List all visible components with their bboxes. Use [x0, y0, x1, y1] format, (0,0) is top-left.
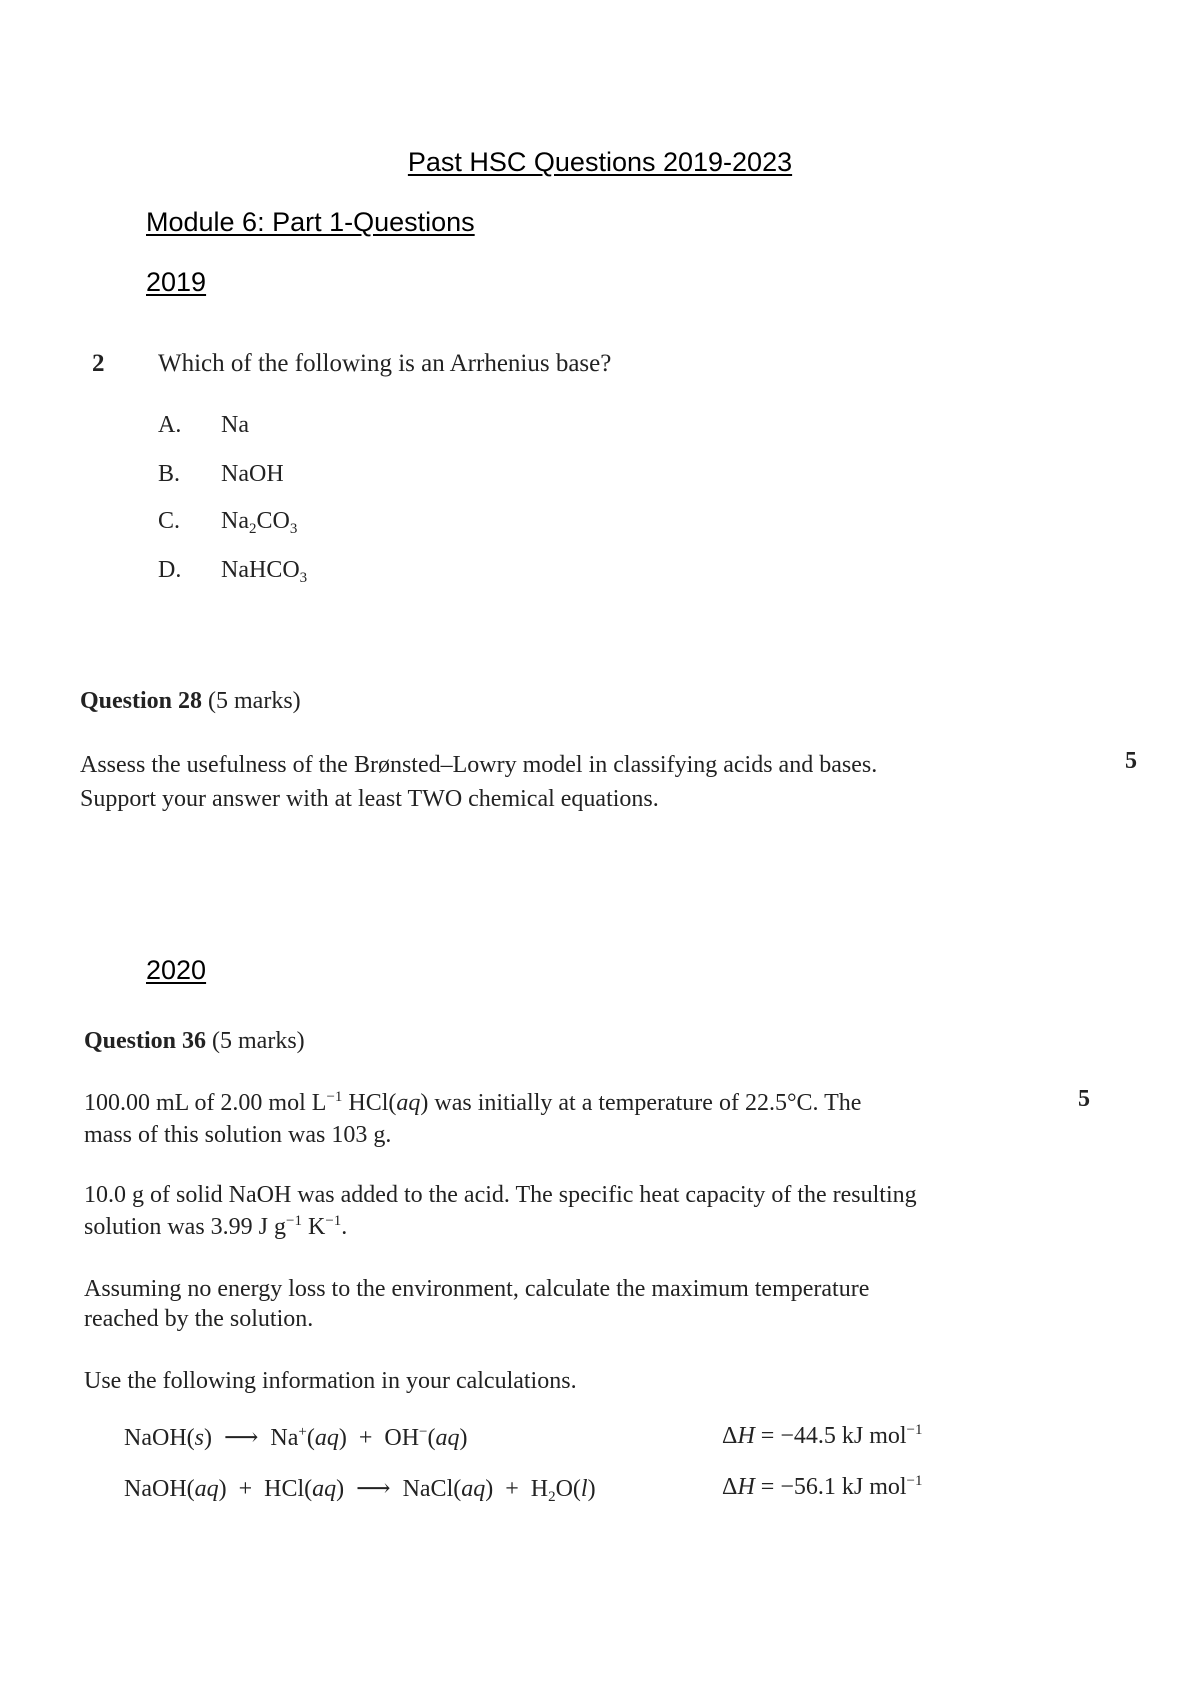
- option-letter-b: B.: [158, 461, 181, 487]
- question-28-line-2: Support your answer with at least TWO chemical equations.: [80, 786, 659, 812]
- question-36-para-3-line-2: reached by the solution.: [84, 1306, 314, 1332]
- equation-1-enthalpy: ΔH = −44.5 kJ mol$^{-1}$: [722, 1422, 923, 1449]
- module-heading: Module 6: Part 1-Questions: [146, 207, 475, 237]
- question-text: Which of the following is an Arrhenius base?: [158, 350, 612, 377]
- option-a: Na: [221, 412, 249, 438]
- equation-1-reaction: NaOH(s) ⟶ Na+(aq) + OH−(aq): [124, 1424, 468, 1451]
- question-36-label: Question 36: [84, 1028, 207, 1054]
- option-b: NaOH: [221, 461, 284, 487]
- question-36-para-1-line-1: 100.00 mL of 2.00 mol $L^{-1}$ HCl(aq) was initially at a temperature of 22.5°C. The: [84, 1089, 862, 1116]
- question-28-marks: (5 marks): [208, 688, 301, 714]
- year-heading-2019: 2019: [146, 267, 207, 297]
- question-28-label: Question 28: [80, 688, 203, 714]
- question-36-marks: (5 marks): [212, 1028, 305, 1054]
- question-36-para-2-line-2: solution was 3.99 J $g^{-1}$ $K^{-1}$.: [84, 1213, 348, 1240]
- question-28-heading: [80, 688, 301, 715]
- option-letter-c: C.: [158, 508, 181, 534]
- question-36-para-3-line-1: Assuming no energy loss to the environment, calculate the maximum temperature: [84, 1276, 870, 1302]
- option-letter-a: A.: [158, 412, 182, 438]
- option-letter-d: D.: [158, 557, 182, 583]
- question-36-para-1-line-2: mass of this solution was 103 g.: [84, 1122, 392, 1148]
- year-heading-2020: 2020: [146, 955, 207, 985]
- question-36-para-4: Use the following information in your calculations.: [84, 1368, 577, 1394]
- equation-2-enthalpy: ΔH = −56.1 kJ mol$^{-1}$: [722, 1473, 923, 1500]
- question-number: 2: [92, 350, 105, 377]
- equation-2-reaction: NaOH(aq) + HCl(aq) ⟶ NaCl(aq) + $H_2O(l)$: [124, 1476, 596, 1505]
- document-title: Past HSC Questions 2019-2023: [407, 147, 793, 177]
- question-36-margin-marks: 5: [1078, 1086, 1090, 1112]
- question-28-line-1: Assess the usefulness of the Brønsted–Lowry model in classifying acids and bases.: [80, 752, 878, 778]
- question-36-heading: [84, 1028, 305, 1055]
- question-36-para-2-line-1: 10.0 g of solid NaOH was added to the acid. The specific heat capacity of the resulting: [84, 1182, 917, 1208]
- question-28-margin-marks: 5: [1125, 748, 1137, 774]
- option-d: NaHCO$_3$: [221, 557, 308, 586]
- option-c: $Na_2CO_3$: [221, 508, 298, 537]
